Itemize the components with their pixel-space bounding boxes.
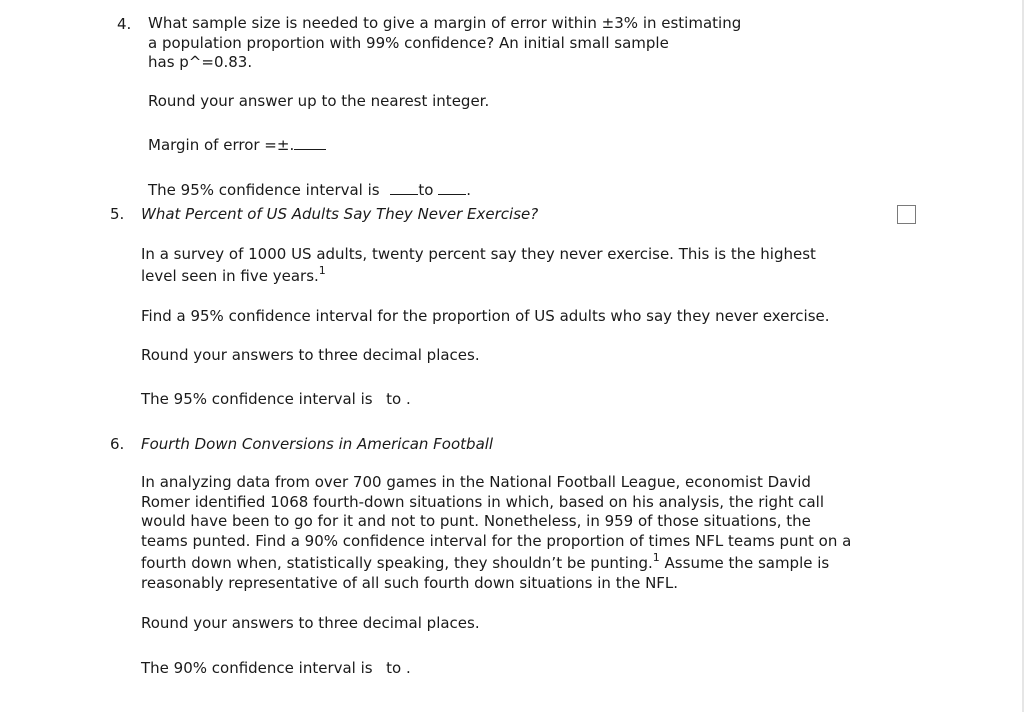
confidence-interval-row [141, 658, 411, 678]
ci-period: . [406, 390, 411, 408]
ci-lower-input[interactable] [390, 181, 418, 195]
round-instruction: Round your answer up to the nearest integer. [148, 92, 490, 110]
ci-to-label: to [386, 659, 402, 677]
question-text-fragment: Assume the sample is [664, 554, 830, 572]
question-text-line [141, 265, 816, 287]
question-text-line: has p^=0.83. [148, 53, 253, 71]
margin-of-error-row [148, 135, 326, 155]
question-title: What Percent of US Adults Say They Never Exercise? [141, 205, 539, 223]
question-text-fragment: fourth down when, statistically speaking, they shouldn’t be punting. [141, 554, 653, 572]
question-text-line: In analyzing data from over 700 games in the National Football League, economist David [141, 473, 811, 491]
confidence-interval-row [141, 389, 411, 409]
margin-of-error-label: Margin of error =±. [148, 136, 295, 154]
question-text-line [141, 551, 851, 574]
question-number: 5. [110, 205, 125, 223]
margin-of-error-input[interactable] [294, 136, 326, 150]
ci-upper-input[interactable] [438, 181, 466, 195]
question-text [148, 14, 741, 73]
question-text-line: What sample size is needed to give a margin of error within ±3% in estimating [148, 14, 742, 32]
ci-label: The 95% confidence interval is [141, 390, 373, 408]
ci-to-label: to [418, 181, 434, 199]
question-text [141, 243, 816, 287]
question-text-line: In a survey of 1000 US adults, twenty percent say they never exercise. This is the highest [141, 245, 816, 263]
round-instruction: Round your answers to three decimal places. [141, 346, 480, 364]
ci-period: . [406, 659, 411, 677]
question-text [141, 473, 851, 593]
round-instruction: Round your answers to three decimal places. [141, 614, 480, 632]
question-text-line: a population proportion with 99% confidence? An initial small sample [148, 33, 669, 52]
question-text-fragment: level seen in five years. [141, 267, 319, 285]
question-text-line: teams punted. Find a 90% confidence interval for the proportion of times NFL teams punt on a [141, 531, 852, 550]
ci-period: . [466, 181, 471, 199]
question-text-line: Romer identified 1068 fourth-down situations in which, based on his analysis, the right call [141, 492, 825, 511]
question-number: 6. [110, 435, 125, 453]
question-title: Fourth Down Conversions in American Football [141, 435, 494, 453]
question-text-line: would have been to go for it and not to punt. Nonetheless, in 959 of those situations, the [141, 512, 811, 530]
ci-label: The 95% confidence interval is [148, 181, 380, 199]
confidence-interval-row [148, 180, 471, 200]
footnote-marker: 1 [652, 551, 660, 564]
find-instruction: Find a 95% confidence interval for the proportion of US adults who say they never exercise. [141, 307, 830, 325]
ci-to-label: to [386, 390, 402, 408]
ci-label: The 90% confidence interval is [141, 659, 373, 677]
question-text-line: reasonably representative of all such fourth down situations in the NFL. [141, 573, 679, 592]
question-number: 4. [117, 15, 132, 33]
flag-checkbox[interactable] [897, 205, 916, 224]
footnote-marker: 1 [318, 264, 326, 277]
